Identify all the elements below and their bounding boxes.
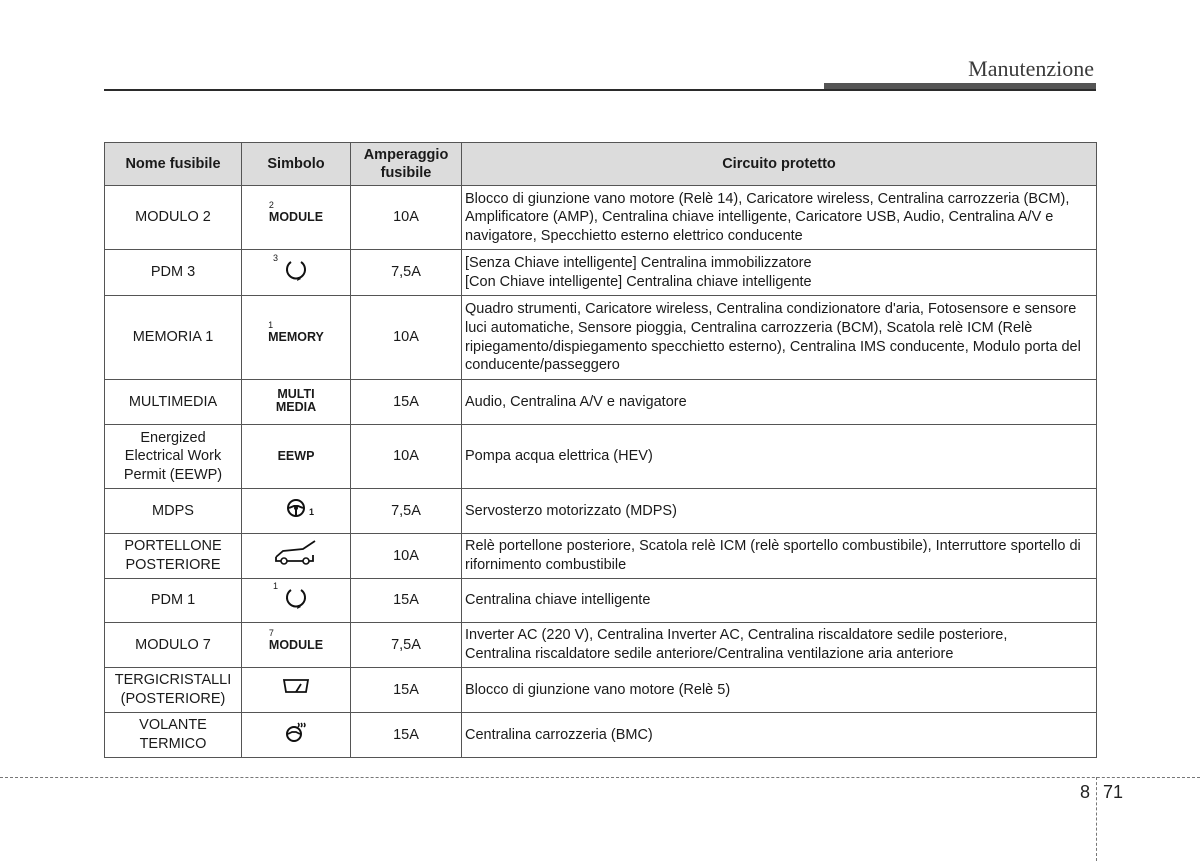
power-cycle-icon [283, 257, 309, 283]
fuse-symbol [242, 713, 351, 758]
fuse-name: MULTIMEDIA [105, 380, 242, 425]
header-amperage: Amperaggio fusibile [351, 143, 462, 186]
fuse-amperage: 10A [351, 296, 462, 380]
rear-wiper-icon [281, 676, 311, 698]
chapter-number: 8 [1080, 782, 1091, 802]
fuse-circuit: Blocco di giunzione vano motore (Relè 14), Caricatore wireless, Centralina carrozzeria (BCM), Amplificatore (AMP), Centralina chiave intelligente, Caricatore USB, Audio, Centralina A/V e navigatore, Specchietto esterno elettrico conducente [462, 186, 1097, 250]
fuse-symbol [242, 534, 351, 579]
fuse-circuit: Pompa acqua elettrica (HEV) [462, 425, 1097, 489]
table-row [105, 668, 1097, 713]
multimedia-symbol: MULTI MEDIA [275, 386, 317, 414]
fuse-symbol: 1 [242, 579, 351, 623]
fuse-symbol: 3 [242, 250, 351, 296]
fuse-circuit: Servosterzo motorizzato (MDPS) [462, 489, 1097, 534]
fuse-symbol: 1 [242, 489, 351, 534]
fuse-symbol [242, 380, 351, 425]
module-symbol: 2 MODULE [268, 200, 324, 225]
fuse-name: PDM 1 [105, 579, 242, 623]
fuse-circuit: Relè portellone posteriore, Scatola relè ICM (relè sportello combustibile), Interruttore sportello di rifornimento combustibile [462, 534, 1097, 579]
fuse-name: Energized Electrical Work Permit (EEWP) [105, 425, 242, 489]
header-symbol: Simbolo [242, 143, 351, 186]
fuse-circuit: Centralina carrozzeria (BMC) [462, 713, 1097, 758]
fuse-amperage: 7,5A [351, 250, 462, 296]
fuse-amperage: 15A [351, 579, 462, 623]
page-number: 71 [1103, 782, 1124, 802]
footer-dashed-divider [1096, 777, 1097, 861]
heated-steering-icon [284, 720, 308, 744]
fuse-name: MODULO 2 [105, 186, 242, 250]
fuse-symbol [242, 623, 351, 668]
header-rule [104, 89, 1096, 91]
fuse-name: MEMORIA 1 [105, 296, 242, 380]
fuse-circuit: Centralina chiave intelligente [462, 579, 1097, 623]
table-header-row [105, 143, 1097, 186]
power-cycle-icon [283, 585, 309, 611]
table-row [105, 186, 1097, 250]
fuse-circuit: [Senza Chiave intelligente] Centralina immobilizzatore [Con Chiave intelligente] Centralina chiave intelligente [462, 250, 1097, 296]
table-row [105, 296, 1097, 380]
fuse-name: VOLANTE TERMICO [105, 713, 242, 758]
fuse-amperage: 10A [351, 186, 462, 250]
table-row [105, 623, 1097, 668]
fuse-amperage: 7,5A [351, 489, 462, 534]
table-row [105, 713, 1097, 758]
steering-wheel-icon [286, 498, 306, 518]
fuse-amperage: 10A [351, 534, 462, 579]
fuse-amperage: 10A [351, 425, 462, 489]
eewp-symbol: EEWP [277, 449, 315, 464]
table-row [105, 489, 1097, 534]
module-symbol: 7 MODULE [268, 627, 324, 652]
fuse-amperage: 15A [351, 668, 462, 713]
fuse-amperage: 15A [351, 713, 462, 758]
fuse-name: PORTELLONE POSTERIORE [105, 534, 242, 579]
fuse-table [104, 142, 1097, 758]
memory-symbol: 1 MEMORY [268, 320, 324, 345]
table-row [105, 250, 1097, 296]
header-circuit: Circuito protetto [462, 143, 1097, 186]
page-header-title: Manutenzione [968, 56, 1094, 81]
table-row [105, 425, 1097, 489]
fuse-circuit: Audio, Centralina A/V e navigatore [462, 380, 1097, 425]
tailgate-icon [273, 539, 319, 567]
fuse-symbol [242, 296, 351, 380]
footer-dashed-rule [0, 777, 1200, 778]
table-row [105, 380, 1097, 425]
header-fuse-name: Nome fusibile [105, 143, 242, 186]
fuse-symbol [242, 668, 351, 713]
fuse-amperage: 15A [351, 380, 462, 425]
fuse-circuit: Inverter AC (220 V), Centralina Inverter AC, Centralina riscaldatore sedile posteriore, Centralina riscaldatore sedile anteriore/Centralina ventilazione aria anteriore [462, 623, 1097, 668]
table-row [105, 579, 1097, 623]
fuse-name: TERGICRISTALLI (POSTERIORE) [105, 668, 242, 713]
fuse-name: MODULO 7 [105, 623, 242, 668]
fuse-circuit: Quadro strumenti, Caricatore wireless, Centralina condizionatore d'aria, Fotosensore e sensore luci automatiche, Sensore pioggia, Centralina carrozzeria (BCM), Scatola relè ICM (Relè ripiegamento/dispiegamento specchietto esterno), Centralina IMS conducente, Modulo porta del conducente/passeggero [462, 296, 1097, 380]
fuse-name: PDM 3 [105, 250, 242, 296]
fuse-circuit: Blocco di giunzione vano motore (Relè 5) [462, 668, 1097, 713]
fuse-amperage: 7,5A [351, 623, 462, 668]
fuse-symbol [242, 186, 351, 250]
fuse-name: MDPS [105, 489, 242, 534]
table-row [105, 534, 1097, 579]
fuse-symbol [242, 425, 351, 489]
